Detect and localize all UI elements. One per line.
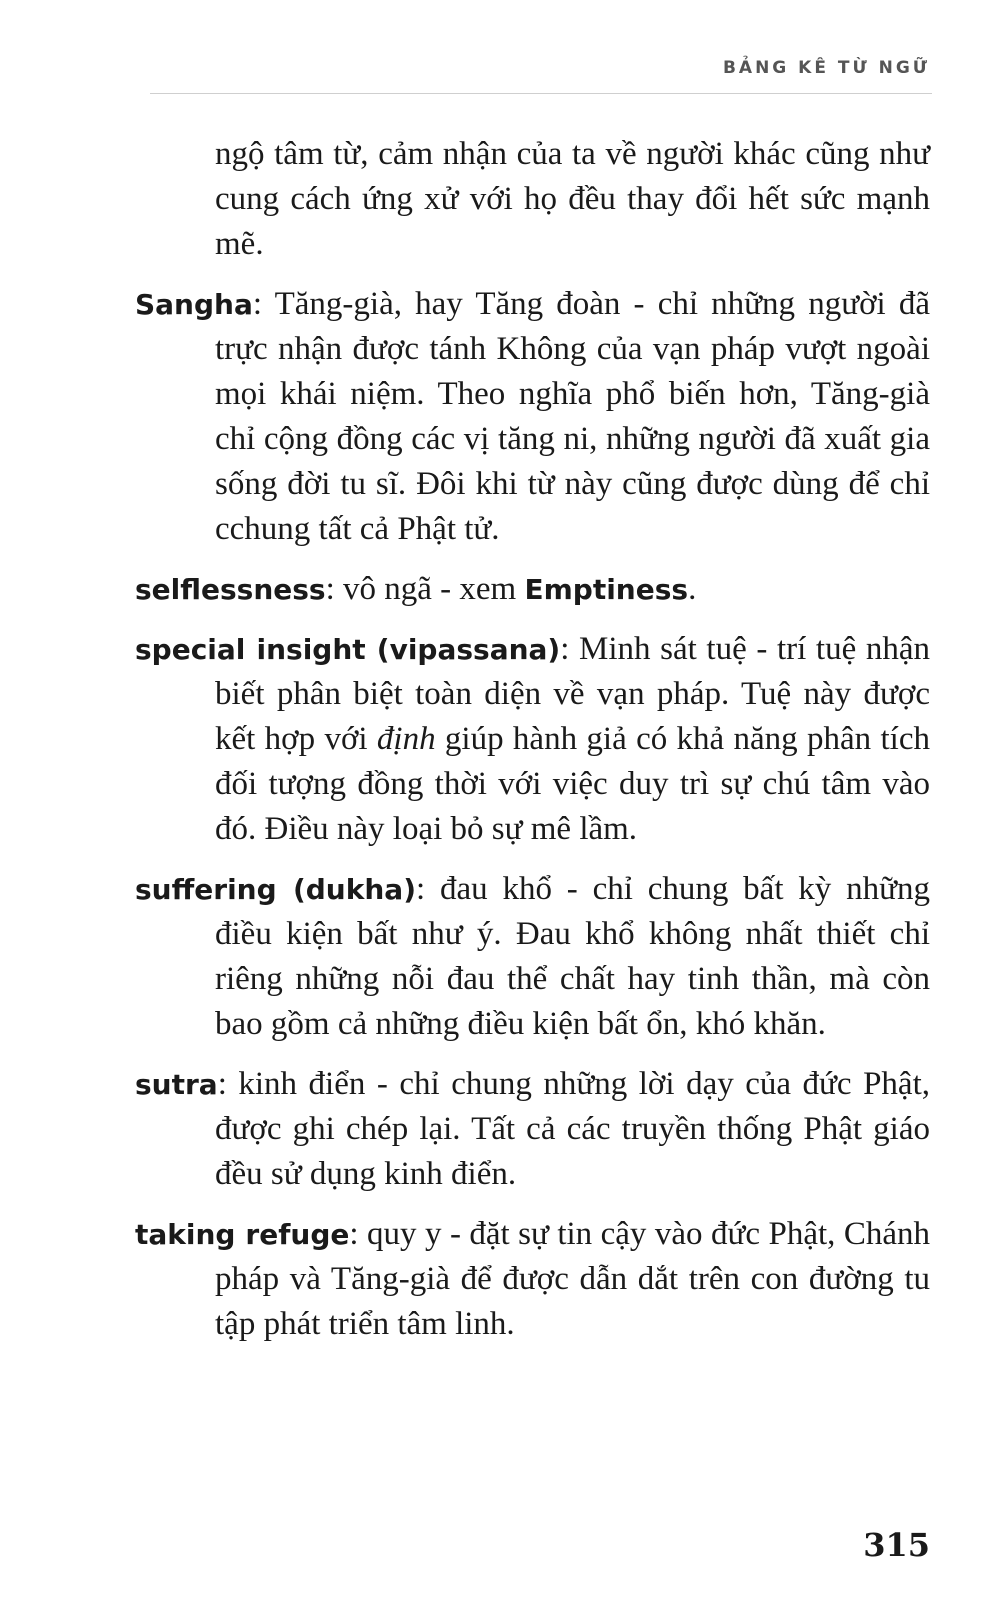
cross-reference: Emptiness	[524, 573, 689, 606]
entry-separator: :	[325, 571, 344, 607]
entry-definition: quy y - đặt sự tin cậy vào đức Phật, Chánh pháp và Tăng-già để được dẫn dắt trên con đường tu tập phát triển tâm linh.	[215, 1216, 931, 1342]
glossary-entry-sutra	[135, 1062, 930, 1197]
entry-separator: :	[416, 871, 440, 907]
entry-definition: đau khổ - chỉ chung bất kỳ những điều kiện bất như ý. Đau khổ không nhất thiết chỉ riêng những nỗi đau thể chất hay tinh thần, mà còn bao gồm cả những điều kiện bất ổn, khó khăn.	[215, 871, 931, 1042]
entry-term: Sangha	[135, 288, 253, 321]
emphasized-word: định	[376, 721, 436, 757]
entry-term: sutra	[135, 1068, 218, 1101]
entry-definition: kinh điển - chỉ chung những lời dạy của đức Phật, được ghi chép lại. Tất cả các truyền thống Phật giáo đều sử dụng kinh điển.	[215, 1066, 930, 1192]
glossary-entry-selflessness	[135, 567, 930, 612]
header-rule	[150, 93, 932, 94]
entry-separator: :	[349, 1216, 368, 1252]
entry-separator: :	[560, 631, 580, 667]
entry-definition: vô ngã - xem	[343, 571, 525, 607]
entry-term: special insight (vipassana)	[135, 633, 561, 666]
glossary-entry-sangha	[135, 282, 930, 552]
entry-separator: :	[252, 286, 275, 322]
entry-term: selflessness	[135, 573, 326, 606]
running-head: BẢNG KÊ TỪ NGỮ	[722, 58, 930, 78]
entry-term: suffering (dukha)	[135, 873, 416, 906]
entry-term: taking refuge	[135, 1218, 350, 1251]
page-number: 315	[863, 1526, 930, 1564]
entry-definition-tail: .	[688, 571, 697, 607]
entry-definition: Tăng-già, hay Tăng đoàn - chỉ những người đã trực nhận được tánh Không của vạn pháp vượt ngoài mọi khái niệm. Theo nghĩa phổ biến hơn, Tăng-già chỉ cộng đồng các vị tăng ni, những người đã xuất gia sống đời tu sĩ. Đôi khi từ này cũng được dùng để chỉ cchung tất cả Phật tử.	[215, 286, 930, 547]
entry-definition: Minh sát tuệ - trí tuệ nhận biết phân biệt toàn diện về vạn pháp. Tuệ này được kết hợp với	[215, 631, 930, 757]
glossary-entry-suffering	[135, 867, 930, 1047]
glossary-entry-taking-refuge	[135, 1212, 930, 1347]
entry-definition-tail: giúp hành giả có khả năng phân tích đối tượng đồng thời với việc duy trì sự chú tâm vào đó. Điều này loại bỏ sự mê lầm.	[215, 721, 930, 847]
continuation-paragraph: ngộ tâm từ, cảm nhận của ta về người khác cũng như cung cách ứng xử với họ đều thay đổi hết sức mạnh mẽ.	[215, 136, 930, 262]
entry-separator: :	[217, 1066, 239, 1102]
glossary-entry-special-insight	[135, 627, 930, 852]
glossary-body	[135, 132, 930, 1362]
